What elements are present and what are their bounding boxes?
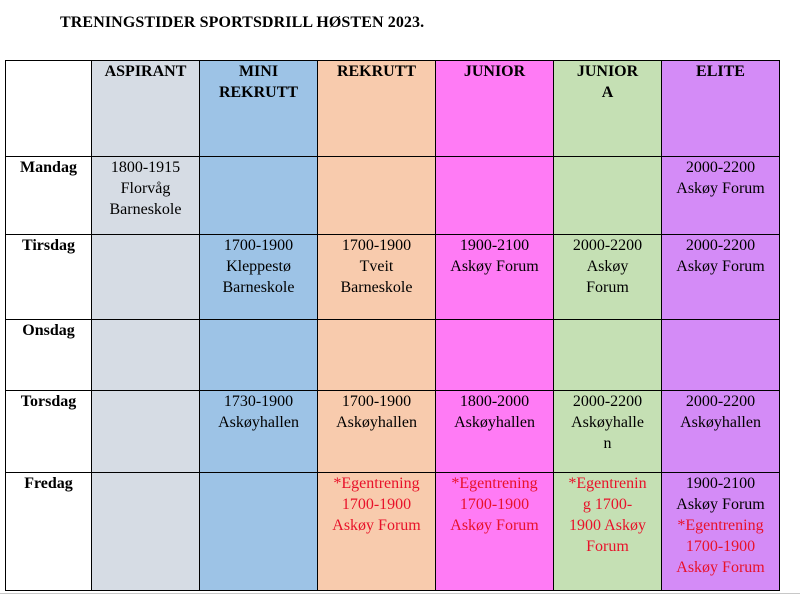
schedule-cell xyxy=(436,157,554,235)
cell-text-line: 1730-1900 xyxy=(223,393,294,410)
cell-text-line: Askøyhallen xyxy=(218,414,299,431)
column-header-line: JUNIOR xyxy=(463,63,526,80)
cell-text-line: 1900 Askøy xyxy=(569,517,646,534)
schedule-cell xyxy=(200,235,318,320)
page-title: TRENINGSTIDER SPORTSDRILL HØSTEN 2023. xyxy=(60,14,425,31)
cell-text-line: 2000-2200 xyxy=(572,237,643,254)
table-row xyxy=(6,235,780,320)
cell-text-line: *Egentrening xyxy=(333,475,420,492)
cell-text-line: *Egentrening xyxy=(677,517,764,534)
column-header-line: ELITE xyxy=(696,63,745,80)
column-header-line: ASPIRANT xyxy=(104,63,187,80)
cell-text-line: 1800-2000 xyxy=(459,393,530,410)
day-label: Torsdag xyxy=(6,391,92,473)
cell-text-line: Askøy Forum xyxy=(676,180,765,197)
day-label: Mandag xyxy=(6,157,92,235)
column-header-line: REKRUTT xyxy=(218,84,299,101)
header-row xyxy=(6,61,780,157)
schedule-cell xyxy=(662,320,780,391)
schedule-cell xyxy=(554,473,662,591)
cell-text-line: *Egentrenin xyxy=(568,475,647,492)
cell-text-line: Forum xyxy=(586,279,629,296)
cell-text-line: 1700-1900 xyxy=(341,393,412,410)
schedule-cell xyxy=(554,391,662,473)
schedule-cell xyxy=(554,235,662,320)
schedule-cell xyxy=(662,157,780,235)
cell-text-line: 1700-1900 xyxy=(459,496,530,513)
schedule-cell xyxy=(318,157,436,235)
cell-text-line: Askøy Forum xyxy=(450,258,539,275)
cell-text-line: Askøy Forum xyxy=(676,559,765,576)
corner-cell xyxy=(6,61,92,157)
schedule-cell xyxy=(436,473,554,591)
day-label: Onsdag xyxy=(6,320,92,391)
column-header-rekrutt xyxy=(318,61,436,157)
cell-text-line: Askøyhalle xyxy=(571,414,644,431)
cell-text-line: 2000-2200 xyxy=(685,393,756,410)
cell-text-line: Askøy Forum xyxy=(332,517,421,534)
column-header-aspirant xyxy=(92,61,200,157)
page-divider xyxy=(0,593,800,594)
schedule-cell xyxy=(662,235,780,320)
schedule-cell xyxy=(92,320,200,391)
cell-text-line: 2000-2200 xyxy=(572,393,643,410)
schedule-cell xyxy=(554,320,662,391)
cell-text-line: Askøyhallen xyxy=(680,414,761,431)
schedule-table xyxy=(5,60,780,591)
table-row xyxy=(6,157,780,235)
cell-text-line: Askøy Forum xyxy=(676,258,765,275)
cell-text-line: Barneskole xyxy=(340,279,413,296)
day-label: Tirsdag xyxy=(6,235,92,320)
schedule-cell xyxy=(662,391,780,473)
cell-text-line: Askøy Forum xyxy=(450,517,539,534)
schedule-cell xyxy=(436,235,554,320)
column-header-line: A xyxy=(601,84,614,101)
column-header-mini-rekrutt xyxy=(200,61,318,157)
schedule-cell xyxy=(662,473,780,591)
cell-text-line: 1700-1900 xyxy=(341,496,412,513)
schedule-cell xyxy=(92,473,200,591)
cell-text-line: Barneskole xyxy=(222,279,295,296)
cell-text-line: Tveit xyxy=(359,258,394,275)
schedule-cell xyxy=(436,391,554,473)
schedule-cell xyxy=(200,473,318,591)
cell-text-line: n xyxy=(603,435,612,452)
cell-text-line: 1900-2100 xyxy=(685,475,756,492)
schedule-cell xyxy=(92,391,200,473)
schedule-cell xyxy=(318,391,436,473)
cell-text-line: Florvåg xyxy=(120,180,171,197)
cell-text-line: Askøyhallen xyxy=(336,414,417,431)
schedule-cell xyxy=(200,320,318,391)
schedule-cell xyxy=(436,320,554,391)
schedule-cell xyxy=(92,235,200,320)
schedule-cell xyxy=(200,157,318,235)
cell-text-line: Askøyhallen xyxy=(454,414,535,431)
cell-text-line: Forum xyxy=(586,538,629,555)
cell-text-line: 1700-1900 xyxy=(223,237,294,254)
schedule-cell xyxy=(318,320,436,391)
cell-text-line: 1700-1900 xyxy=(685,538,756,555)
cell-text-line: Barneskole xyxy=(109,201,182,218)
schedule-cell xyxy=(318,473,436,591)
column-header-elite xyxy=(662,61,780,157)
table-row xyxy=(6,473,780,591)
cell-text-line: Askøy Forum xyxy=(676,496,765,513)
column-header-line: REKRUTT xyxy=(336,63,417,80)
schedule-cell xyxy=(318,235,436,320)
table-row xyxy=(6,320,780,391)
cell-text-line: 2000-2200 xyxy=(685,159,756,176)
cell-text-line: 1800-1915 xyxy=(110,159,181,176)
day-label: Fredag xyxy=(6,473,92,591)
cell-text-line: 1900-2100 xyxy=(459,237,530,254)
schedule-cell xyxy=(554,157,662,235)
cell-text-line: *Egentrening xyxy=(451,475,538,492)
cell-text-line: Kleppestø xyxy=(226,258,291,275)
column-header-junior xyxy=(436,61,554,157)
cell-text-line: Askøy xyxy=(586,258,629,275)
column-header-junior-a xyxy=(554,61,662,157)
schedule-cell xyxy=(92,157,200,235)
column-header-line: MINI xyxy=(238,63,279,80)
schedule-cell xyxy=(200,391,318,473)
table-row xyxy=(6,391,780,473)
cell-text-line: 1700-1900 xyxy=(341,237,412,254)
cell-text-line: g 1700- xyxy=(582,496,633,513)
cell-text-line: 2000-2200 xyxy=(685,237,756,254)
column-header-line: JUNIOR xyxy=(576,63,639,80)
